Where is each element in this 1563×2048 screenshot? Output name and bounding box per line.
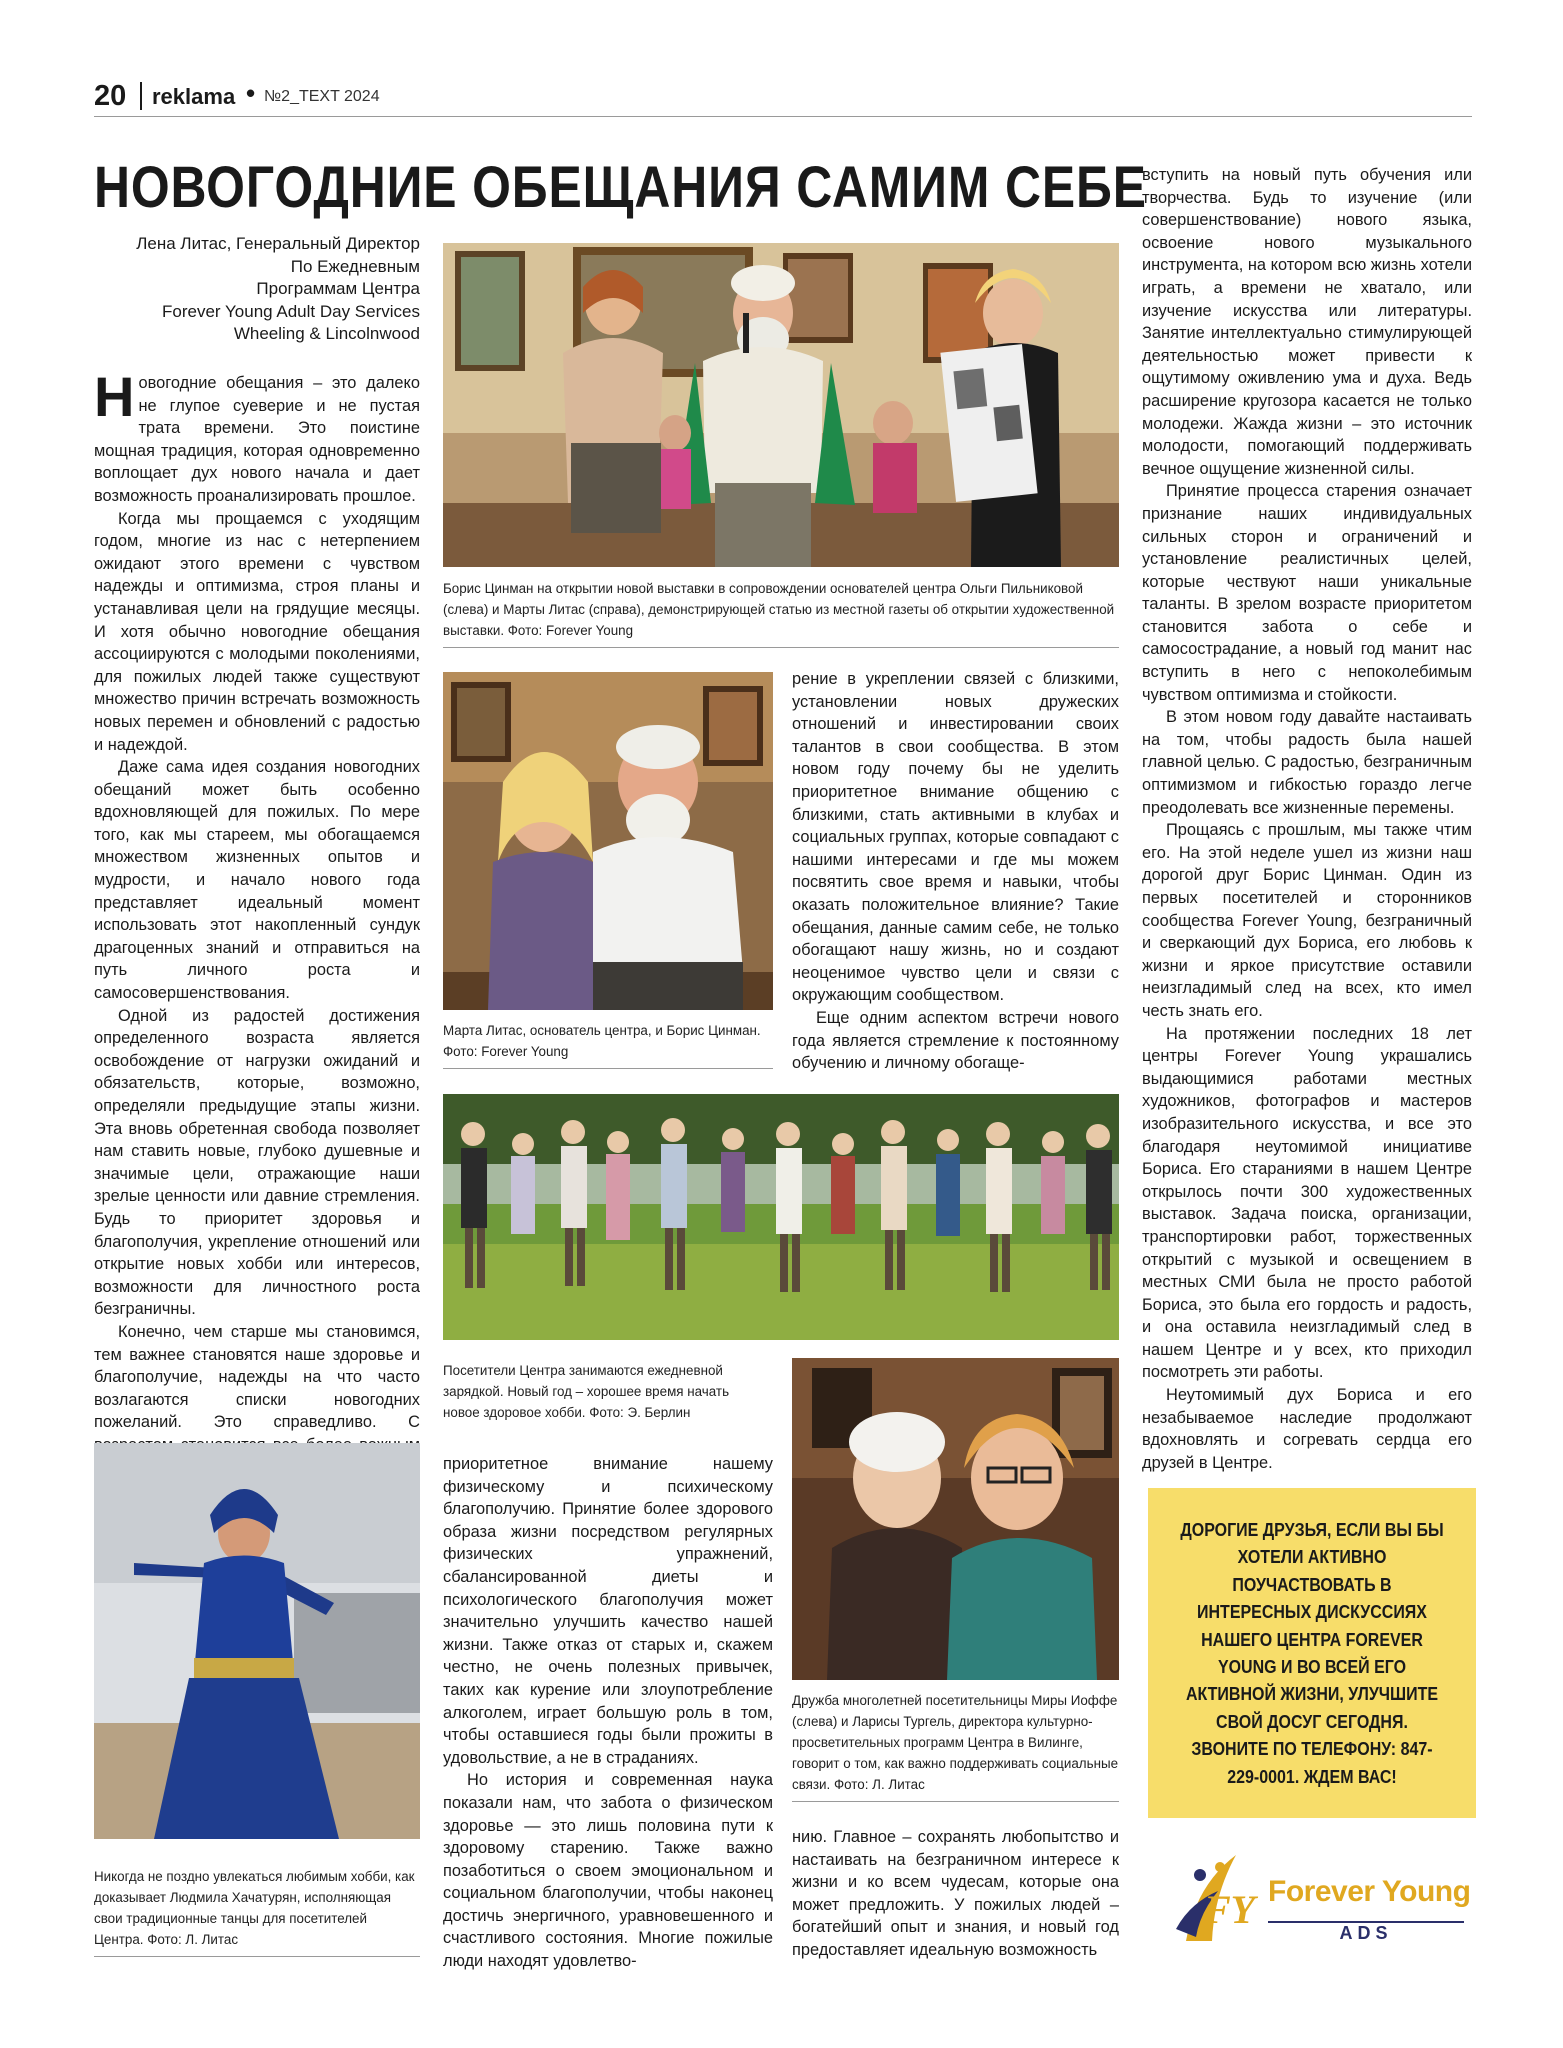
photo-friendship [792, 1358, 1119, 1680]
paragraph: В этом новом году давайте настаивать на том, чтобы радость была нашей главной целью. С радостью, безграничным оптимизмом и гибкостью гораздо легче преодолевать все жизненные перемены. [1142, 708, 1472, 817]
paragraph: Конечно, чем старше мы становимся, тем важнее становятся наше здоровье и благополучие, надежды на что часто возлагаются списки новогодних пожеланий. Это справедливо. С [94, 1322, 420, 1432]
paragraph: Новогодние обещания – это далеко не глупое суеверие и не пустая трата времени. Это поистине мощная традиция, которая одновременно воплощает дух нового начала и дает возможность проанализировать прошлое. [94, 365, 420, 505]
photo-exhibition-opening [443, 243, 1119, 567]
paragraph: Когда мы прощаемся с уходящим годом, многие из нас с нетерпением ожидают этого времени с чувством надежды и оптимизма, строя планы и устанавливая цели на грядущие месяцы. И хотя обычно новогодние обещания ассоциируются с молодыми поколениями, для пожилых людей также существуют множество причин встречать возможность новых перемен и обновлений с радостью и надеждой. [94, 509, 420, 754]
paragraph: приоритетное внимание нашему физическому и психическому благополучию. Принятие более здорового образа жизни посредством регулярных физических упражнений, сбалансированной диеты и психологического благополучия может значительно улучшить качество нашей жизни. Также отказ от старых и, скажем честно, не очень полезных привычек, таких как курение или злоупотребление алкоголем, играет большую роль в том, чтобы оставшиеся годы были прожиты в удовольствие, а не в страданиях. [443, 1455, 773, 1767]
paragraph: рение в укреплении связей с близкими, установлении новых дружеских отношений и инвестировании своих талантов в свои сообщества. В этом новом году почему бы не уделить приоритетное внимание общению с близкими, стать активными в клубах и социальных группах, которые совпадают с нашими интересами и где мы можем посвятить свое время и навыки, чтобы оказать положительное влияние? Такие обещания, данные самим себе, не только обогащают нашу жизнь, но и создают неоценимое чувство цели и связи с окружающим сообществом. [792, 670, 1119, 1005]
paragraph: Еще одним аспектом встречи нового года является стремление к постоянному обучению и личному обогаще- [792, 1008, 1119, 1073]
article-column-1 [94, 365, 420, 1479]
header-bullet: • [246, 78, 256, 108]
section-name: reklama [152, 84, 236, 109]
article-column-2-bottom [443, 1453, 773, 1973]
caption-photo-1: Борис Цинман на открытии новой выставки в сопровождении основателей центра Ольги Пильниковой (слева) и Марты Литас (справа), демонстрирующей статью из местной газеты об открытии художественной выставки. Фото: Forever Young [443, 578, 1119, 648]
photo-exercise-group [443, 1094, 1119, 1340]
paragraph: Прощаясь с прошлым, мы также чтим его. На этой неделе ушел из жизни наш дорогой друг Борис Цинман. Один из первых посетителей и сторонников сообщества Forever Young, безграничный и сверкающий дух Бориса, его любовь к жизни и яркое присутствие оставили неизгладимый след на всех, кто имел честь знать его. [1142, 821, 1472, 1020]
caption-photo-4: Дружба многолетней посетительницы Миры Иоффе (слева) и Ларисы Тургель, директора культурно-просветительных программ Центра в Вилинге, говорит о том, как важно поддерживать социальные связи. Фото: Л. Литас [792, 1690, 1119, 1802]
article-column-4 [1142, 164, 1472, 1474]
caption-photo-3: Посетители Центра занимаются ежедневной зарядкой. Новый год – хорошее время начать новое здоровое хобби. Фото: Э. Берлин [443, 1363, 730, 1420]
header-divider [140, 82, 142, 110]
caption-photo-5: Никогда не поздно увлекаться любимым хобби, как доказывает Людмила Хачатурян, исполняющая свои традиционные танцы для посетителей Центра. Фото: Л. Литас [94, 1866, 420, 1957]
page-header [94, 78, 1472, 117]
byline-line: По Ежедневным [290, 256, 420, 276]
article-column-3-bottom [792, 1826, 1119, 1962]
byline [94, 233, 420, 346]
paragraph: На протяжении последних 18 лет центры Forever Young украшались выдающимися работами местных художников, фотографов и мастеров изобразительного искусства, и все это благодаря неутомимой инициативе Бориса. Его стараниями в нашем Центре открылось почти 300 художественных выставок. Задача поиска, организации, транспортировки работ, торжественных открытий с музыкой и освещением в местных СМИ была не просто работой Бориса, это была его гордость и радость, и она оставила неизгладимый след в нашем Центре и у всех, кто приходил посмотреть эти работы. [1142, 1024, 1472, 1382]
paragraph: Принятие процесса старения означает признание наших индивидуальных сильных сторон и ограничений и установление реалистичных целей, которые чествуют наши уникальные таланты. В зрелом возрасте приоритетом становится забота о себе и самосострадание, а новый год манит нас вступить в него с непоколебимым чувством оптимизма и стойкости. [1142, 482, 1472, 704]
byline-line: Программам Центра [256, 279, 420, 298]
issue-label: №2_TEXT 2024 [264, 88, 380, 105]
paragraph: Неутомимый дух Бориса и его незабываемое наследие продолжают вдохновлять и согревать сердца его друзей в Центре. [1142, 1386, 1472, 1472]
paragraph: Одной из радостей достижения определенного возраста является освобождение от нагрузки ожиданий и обязательств, которые, возможно, определяли предыдущие этапы жизни. Эта вновь обретенная свобода позволяет нам ставить новые, глубоко душевные и значимые цели, отражающие наши зрелые ценности или давние стремления. Будь то приоритет здоровья и благополучия, укрепление отношений или открытие новых хобби или интересов, возможности для личностного роста безграничны. [94, 1006, 420, 1319]
promo-text: ДОРОГИЕ ДРУЗЬЯ, ЕСЛИ ВЫ БЫ ХОТЕЛИ АКТИВНО ПОУЧАСТВОВАТЬ В ИНТЕРЕСНЫХ ДИСКУССИЯХ НАШЕГО ЦЕНТРА FOREVER YOUNG И ВО ВСЕЙ ЕГО АКТИВНОЙ ЖИЗНИ, УЛУЧШИТЕ СВОЙ ДОСУГ СЕГОДНЯ. ЗВОНИТЕ ПО ТЕЛЕФОНУ: 847-229-0001. ЖДЕМ ВАС! [1180, 1518, 1444, 1787]
paragraph: Но история и современная наука показали нам, что забота о физическом здоровье — это лишь половина пути к здоровому старению. Также важно позаботиться о своем эмоциональном и социальном благополучии, чтобы наконец достичь энергичного, уравновешенного и счастливого состояния. Многие пожилые люди находят удовлетво- [443, 1771, 773, 1971]
logo-sub: ADS [1339, 1923, 1393, 1943]
caption-photo-2: Марта Литас, основатель центра, и Борис Цинман. Фото: Forever Young [443, 1020, 773, 1069]
article-column-2-top [792, 668, 1119, 1075]
promo-box [1148, 1488, 1476, 1818]
byline-line: Лена Литас, Генеральный Директор [136, 234, 420, 253]
byline-line: Wheeling & Lincolnwood [233, 324, 420, 343]
photo-dancer [94, 1443, 420, 1839]
article-headline: НОВОГОДНИЕ ОБЕЩАНИЯ САМИМ СЕБЕ [94, 155, 1147, 220]
photo-marta-boris [443, 672, 773, 1010]
forever-young-logo [1156, 1845, 1476, 1965]
paragraph: Даже сама идея создания новогодних обещаний может быть особенно вдохновляющей для пожилых. По мере того, как мы стареем, мы обогащаемся множеством жизненных опытов и мудрости, и начало нового года представляет идеальный момент использовать этот накопленный сундук драгоценных знаний и отправиться на путь личного роста и самосовершенствования. [94, 758, 420, 1003]
paragraph: вступить на новый путь обучения или творчества. Будь то изучение (или совершенствование) нового языка, освоение нового музыкального инструмента, на котором всю жизнь хотели играть, а времени не хватало, или изучение искусства или литературы. Занятие интеллектуально стимулирующей деятельностью может привести к ощутимому оживлению ума и духа. Ведь расширение кругозора касается не только молодежи. Жажда жизни – это источник молодости, помогающий поддерживать вечное ощущение жизненной силы. [1142, 166, 1472, 478]
logo-mark-text: FY [1204, 1887, 1256, 1932]
byline-line: Forever Young Adult Day Services [162, 301, 420, 321]
logo-name: Forever Young [1268, 1875, 1471, 1908]
drop-cap: Н [94, 365, 135, 428]
paragraph: нию. Главное – сохранять любопытство и настаивать на безграничном интересе к жизни и ко всем чудесам, которые она может предложить. У пожилых людей – богатейший опыт и знания, и новый год предоставляет идеальную возможность [792, 1828, 1119, 1959]
page-number: 20 [94, 80, 127, 112]
